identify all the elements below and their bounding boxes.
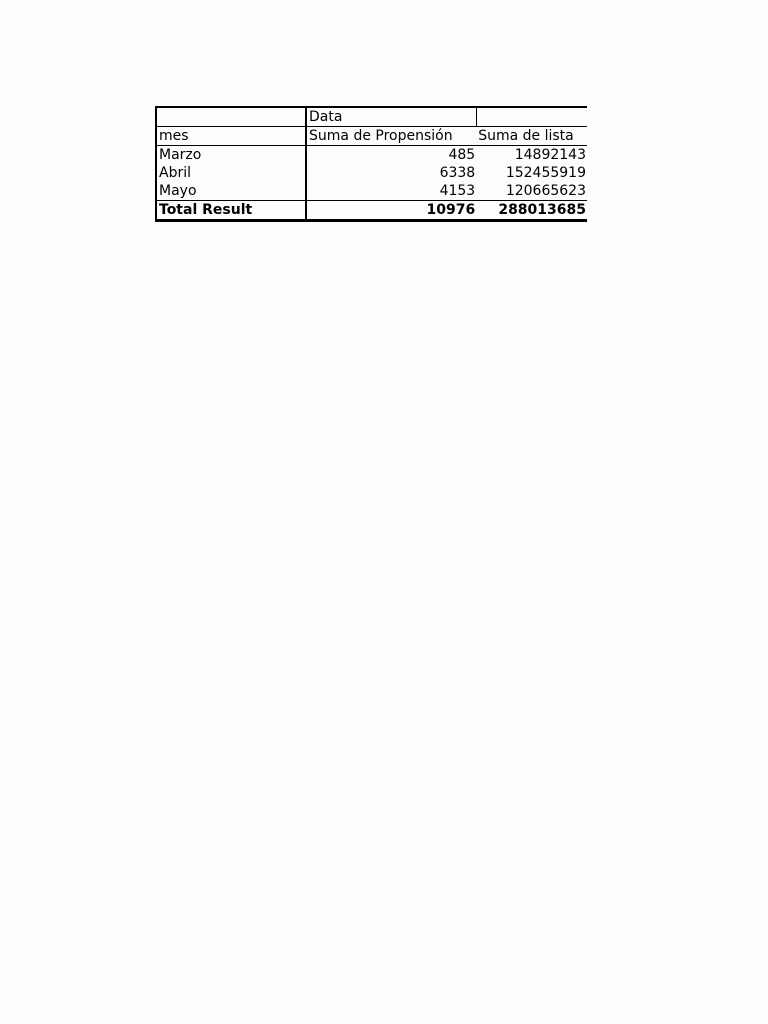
row-label: Abril [156,164,306,182]
table-row [156,164,587,182]
cell-propension: 6338 [439,165,476,181]
row-field-label: mes [156,127,306,146]
cell-lista: 14892143 [514,147,586,163]
pivot-table [155,106,587,222]
table-row [156,182,587,201]
data-field-label: Data [306,107,476,127]
pivot-corner-cell [156,107,306,127]
table-row [156,146,587,165]
cell-lista: 120665623 [505,183,586,199]
cell-propension: 485 [448,147,476,163]
cell-propension: 4153 [439,183,476,199]
total-row [156,201,587,221]
total-propension: 10976 [306,201,476,221]
total-lista: 288013685 [476,201,587,221]
data-field-empty-cell [476,107,587,127]
pivot-data-row [156,107,587,127]
row-label: Marzo [156,146,306,165]
column-header-lista: Suma de lista [478,128,574,144]
cell-lista: 152455919 [505,165,586,181]
total-label: Total Result [156,201,306,221]
row-label: Mayo [156,182,306,201]
column-header-propension: Suma de Propensión [309,128,453,144]
pivot-header-row [156,127,587,146]
